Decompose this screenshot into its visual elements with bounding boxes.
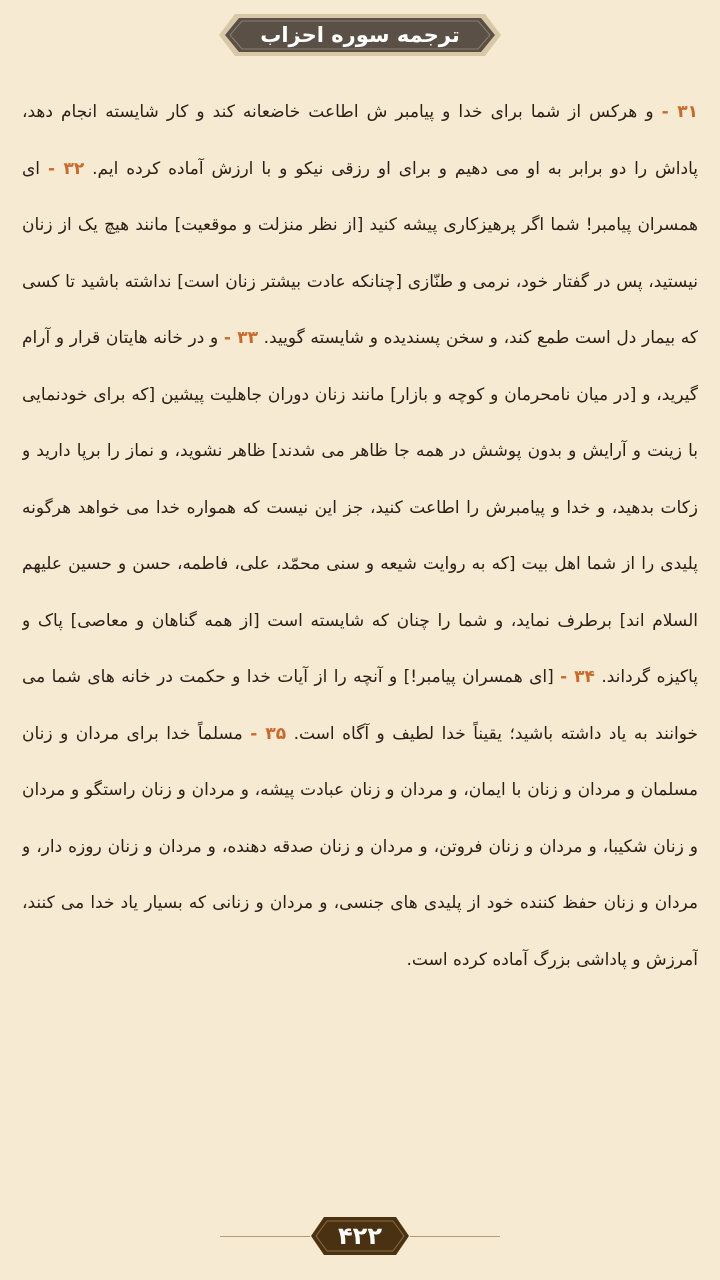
verse-35 [22, 724, 698, 970]
divider-left [220, 1236, 310, 1237]
verse-number: ۳۱ - [661, 102, 698, 122]
verse-text: [ای همسران پیامبر!] و آنچه را از آیات خدا و حکمت در خانه های شما می خوانند به یاد داشته باشید؛ یقیناً خدا لطیف و آگاه است. [22, 667, 698, 744]
verse-31 [22, 102, 698, 179]
title-banner [215, 10, 505, 60]
verse-text: ای همسران پیامبر! شما اگر پرهیزکاری پیشه کنید [از نظر منزلت و موقعیت] مانند هیچ یک از زنان نیستید، پس در گفتار خود، نرمی و طنّازی [چنانکه عادت بیشتر زنان است] نداشته باشید تا کسی که بیمار دل است طمع کند، و سخن پسندیده و شایسته گویید. [22, 158, 698, 348]
verse-text: و در خانه هایتان قرار و آرام گیرید، و [در میان نامحرمان و کوچه و بازار] مانند زنان دوران جاهلیت پیشین [که برای خودنمایی با زینت و آرایش و بدون پوشش در همه جا ظاهر می شدند] ظاهر نشوید، و نماز را برپا دارید و زکات بدهید، و خدا و پیامبرش را اطاعت کنید، جز این نیست که همواره خدا می خواهد هرگونه پلیدی را از شما اهل بیت [که به روایت شیعه و سنی محمّد، علی، فاطمه، حسن و حسین علیهم السلام اند] برطرف نماید، و شما را چنان که شایسته است [از همه گناهان و معاصی] پاک و پاکیزه گرداند. [22, 328, 698, 687]
verse-32 [22, 159, 698, 349]
verse-33 [22, 328, 698, 687]
verse-text: و هرکس از شما برای خدا و پیامبر ش اطاعت خاضعانه کند و کار شایسته انجام دهد، پاداش را دو برابر به او می دهیم و برای او رزقی نیکو و با ارزش آماده کرده ایم. [22, 102, 698, 179]
divider-right [410, 1236, 500, 1237]
verse-number: ۳۳ - [223, 328, 258, 348]
page-footer [0, 1214, 720, 1258]
verse-number: ۳۵ - [250, 723, 287, 744]
page-title: ترجمه سوره احزاب [260, 23, 460, 47]
verse-number: ۳۲ - [47, 158, 85, 179]
translation-body [22, 84, 698, 1144]
page-number-badge [308, 1214, 412, 1258]
verse-text: مسلماً خدا برای مردان و زنان مسلمان و مردان و زنان با ایمان، و مردان و زنان عبادت پیشه، و مردان و زنان راستگو و مردان و زنان شکیبا، و مردان و زنان فروتن، و مردان و زنان صدقه دهنده، و مردان و زنان روزه دار، و مردان و زنان حفظ کننده خود از پلیدی های جنسی، و مردان و زنانی که بسیار یاد خدا می کنند، آمرزش و پاداشی بزرگ آماده کرده است. [22, 723, 698, 970]
verse-number: ۳۴ - [560, 667, 595, 687]
page-number: ۴۲۲ [338, 1222, 382, 1250]
